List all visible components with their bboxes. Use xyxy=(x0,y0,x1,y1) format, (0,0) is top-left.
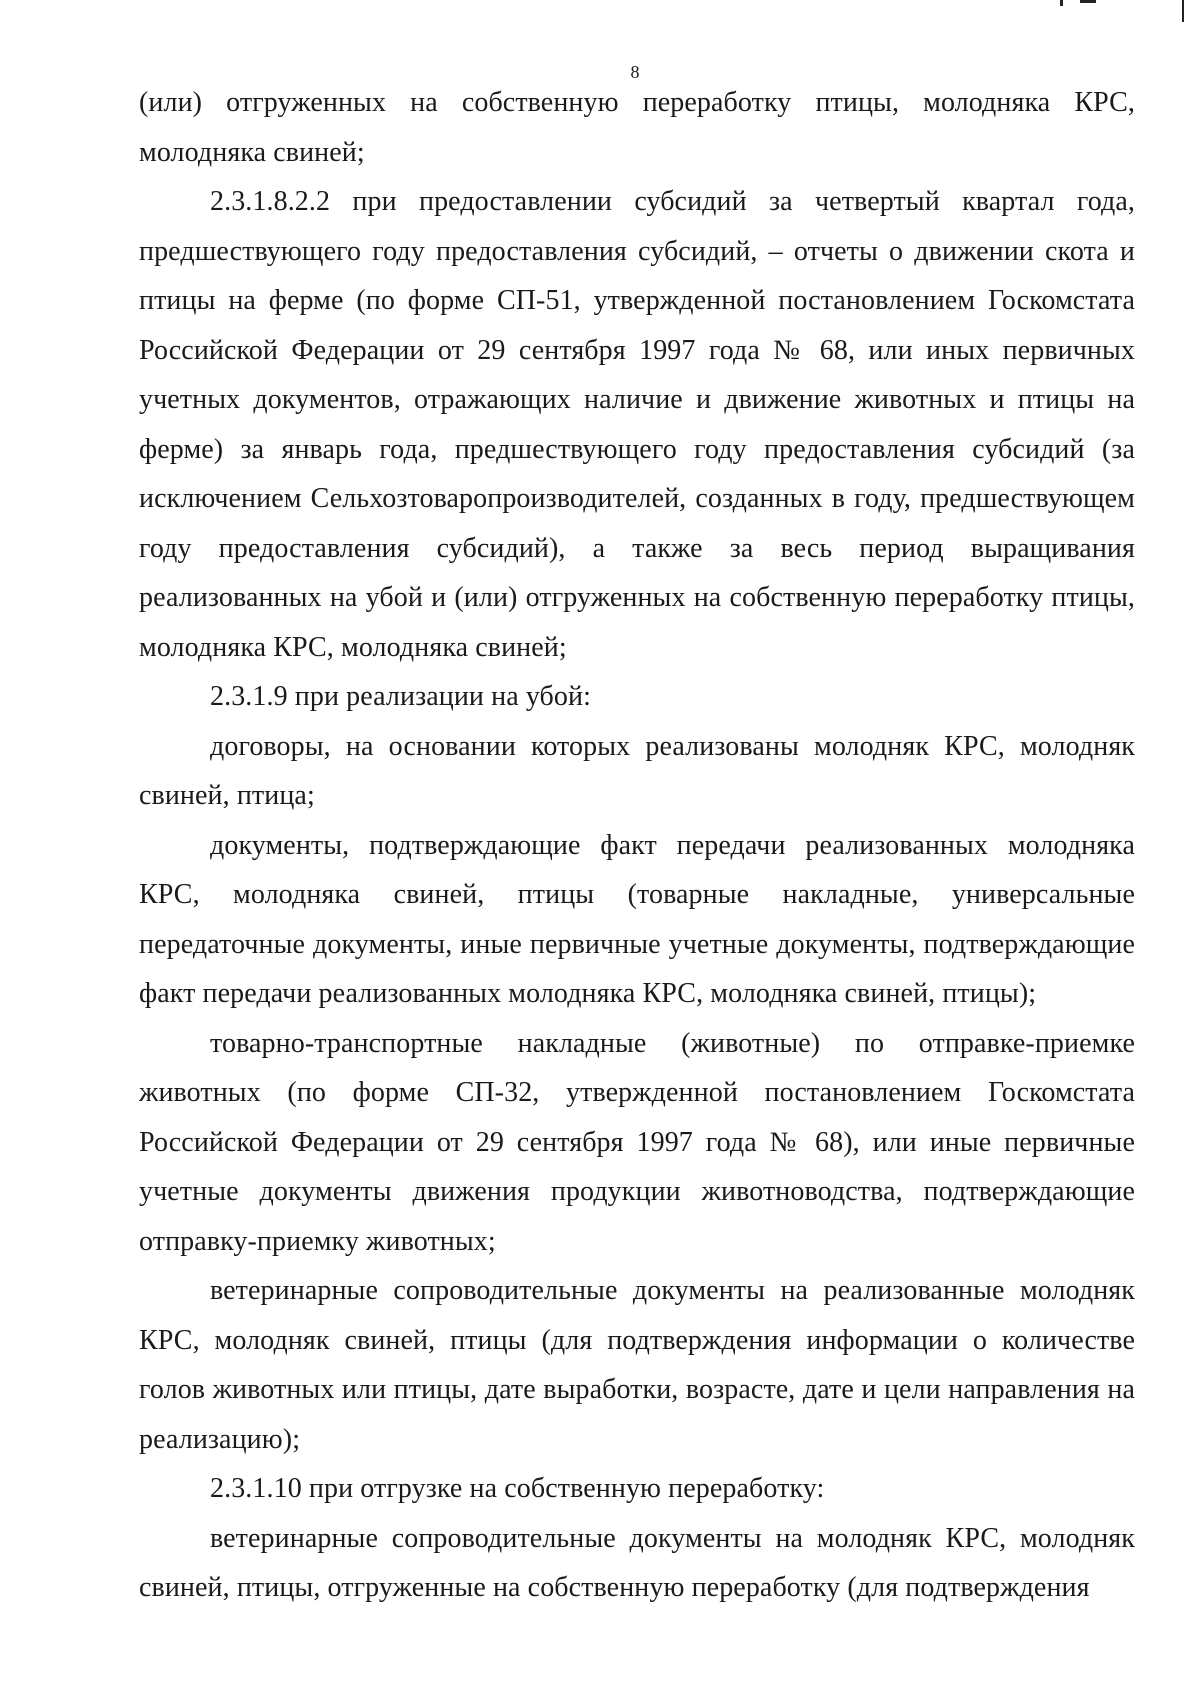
scan-mark-center xyxy=(1080,0,1096,3)
scan-mark-left xyxy=(1060,0,1063,6)
paragraph-2: 2.3.1.8.2.2 при предоставлении субсидий за четвертый квартал года, предшествующего году предоставления субсидий, – отчеты о движении скота и птицы на ферме (по форме СП-51, утвержденной постановлением Госкомстата Российской Федерации от 29 сентября 1997 года № 68, или иных первичных учетных документов, отражающих наличие и движение животных и птицы на ферме) за январь года, предшествующего году предоставления субсидий (за исключением Сельхозтоваропроизводителей, созданных в году, предшествующем году предоставления субсидий), а также за весь период выращивания реализованных на убой и (или) отгруженных на собственную переработку птицы, молодняка КРС, молодняка свиней; xyxy=(139,186,1135,663)
scan-mark-right xyxy=(1182,0,1184,22)
paragraph-3: 2.3.1.9 при реализации на убой: xyxy=(210,681,591,712)
paragraph-1: (или) отгруженных на собственную переработку птицы, молодняка КРС, молодняка свиней; xyxy=(139,87,1135,168)
page-number: 8 xyxy=(630,62,640,82)
paragraph-6: товарно-транспортные накладные (животные) по отправке-приемке животных (по форме СП-32, утвержденной постановлением Госкомстата Российской Федерации от 29 сентября 1997 года № 68), или иные первичные учетные документы движения продукции животноводства, подтверждающие отправку-приемку животных; xyxy=(139,1027,1135,1257)
paragraph-8: 2.3.1.10 при отгрузке на собственную переработку: xyxy=(210,1473,825,1504)
document-body xyxy=(139,78,1135,1613)
paragraph-7: ветеринарные сопроводительные документы на реализованные молодняк КРС, молодняк свиней, птицы (для подтверждения информации о количестве голов животных или птицы, дате выработки, возрасте, дате и цели направления на реализацию); xyxy=(139,1275,1135,1455)
paragraph-5: документы, подтверждающие факт передачи реализованных молодняка КРС, молодняка свиней, птицы (товарные накладные, универсальные передаточные документы, иные первичные учетные документы, подтверждающие факт передачи реализованных молодняка КРС, молодняка свиней, птицы); xyxy=(139,829,1135,1009)
paragraph-9: ветеринарные сопроводительные документы на молодняк КРС, молодняк свиней, птицы, отгруженные на собственную переработку (для подтверждения xyxy=(139,1522,1135,1603)
paragraph-4: договоры, на основании которых реализованы молодняк КРС, молодняк свиней, птица; xyxy=(139,730,1135,811)
